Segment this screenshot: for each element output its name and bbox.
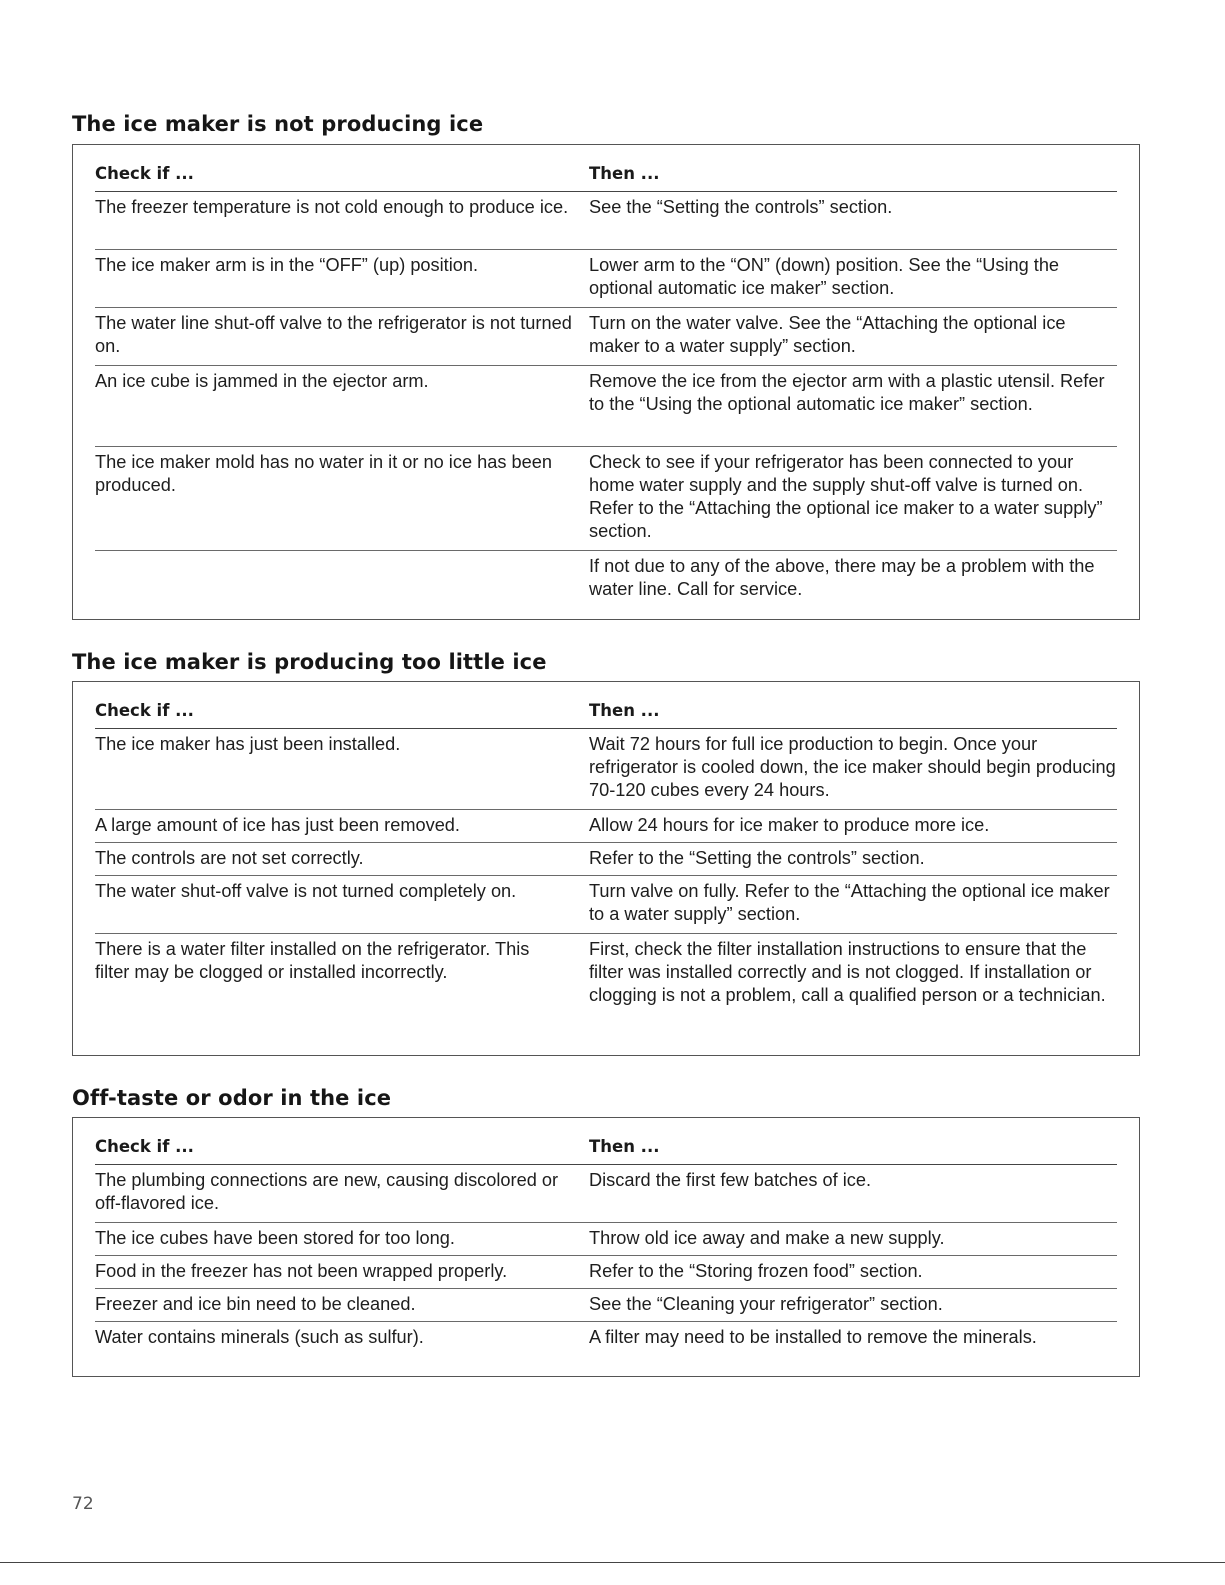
then-cell: Check to see if your refrigerator has been connected to your home water supply and the supply shut-off valve is turned on. Refer to the “Attaching the optional ice maker to a water supply” section.	[589, 452, 1103, 541]
table-row	[95, 551, 1117, 606]
table-row	[95, 250, 1117, 308]
check-cell: The ice maker arm is in the “OFF” (up) position.	[95, 255, 479, 275]
table-row	[95, 843, 1117, 876]
then-header: Then ...	[589, 701, 660, 720]
then-cell: Refer to the “Storing frozen food” section.	[589, 1261, 923, 1281]
table-row	[95, 1256, 1117, 1289]
check-cell: Freezer and ice bin need to be cleaned.	[95, 1294, 416, 1314]
check-cell	[95, 555, 589, 601]
table-row	[95, 192, 1117, 250]
then-header: Then ...	[589, 1137, 660, 1156]
check-cell: The water shut-off valve is not turned completely on.	[95, 881, 517, 901]
table-row	[95, 366, 1117, 447]
table-header	[95, 1130, 1117, 1165]
table-row	[95, 1223, 1117, 1256]
table-row	[95, 810, 1117, 843]
then-cell: Discard the first few batches of ice.	[589, 1170, 872, 1190]
then-cell: See the “Setting the controls” section.	[589, 197, 893, 217]
then-cell: Refer to the “Setting the controls” section.	[589, 848, 925, 868]
table-not-producing	[72, 144, 1140, 620]
check-if-header: Check if ...	[95, 164, 194, 183]
table-off-taste	[72, 1117, 1140, 1377]
then-cell: First, check the filter installation instructions to ensure that the filter was installed correctly and is not clogged. If installation or clogging is not a problem, call a qualified person or a technician.	[589, 939, 1106, 1005]
then-cell: See the “Cleaning your refrigerator” section.	[589, 1294, 943, 1314]
check-cell: The ice maker has just been installed.	[95, 734, 401, 754]
check-cell: Food in the freezer has not been wrapped properly.	[95, 1261, 508, 1281]
check-cell: The freezer temperature is not cold enough to produce ice.	[95, 197, 569, 217]
check-cell: Water contains minerals (such as sulfur).	[95, 1327, 424, 1347]
table-row	[95, 1322, 1117, 1354]
table-row	[95, 1289, 1117, 1322]
then-cell: A filter may need to be installed to remove the minerals.	[589, 1327, 1037, 1347]
check-cell: There is a water filter installed on the refrigerator. This filter may be clogged or installed incorrectly.	[95, 939, 530, 982]
then-cell: Throw old ice away and make a new supply.	[589, 1228, 945, 1248]
check-cell: The ice cubes have been stored for too long.	[95, 1228, 455, 1248]
check-cell: The water line shut-off valve to the refrigerator is not turned on.	[95, 313, 572, 356]
check-cell: An ice cube is jammed in the ejector arm.	[95, 371, 429, 391]
section-title-not-producing: The ice maker is not producing ice	[72, 112, 484, 136]
check-cell: The ice maker mold has no water in it or no ice has been produced.	[95, 452, 552, 495]
table-row	[95, 876, 1117, 934]
table-too-little	[72, 681, 1140, 1056]
page-number: 72	[72, 1494, 94, 1514]
then-cell: Remove the ice from the ejector arm with a plastic utensil. Refer to the “Using the optional automatic ice maker” section.	[589, 371, 1105, 414]
section-title-off-taste: Off-taste or odor in the ice	[72, 1086, 392, 1110]
check-cell: The controls are not set correctly.	[95, 848, 364, 868]
check-cell: A large amount of ice has just been removed.	[95, 815, 460, 835]
section-title-too-little: The ice maker is producing too little ice	[72, 650, 547, 674]
table-row	[95, 934, 1117, 1012]
table-row	[95, 729, 1117, 810]
then-cell: Turn valve on fully. Refer to the “Attaching the optional ice maker to a water supply” section.	[589, 881, 1110, 924]
then-header: Then ...	[589, 164, 660, 183]
then-cell: Wait 72 hours for full ice production to begin. Once your refrigerator is cooled down, the ice maker should begin producing 70-120 cubes every 24 hours.	[589, 734, 1116, 800]
then-cell: Turn on the water valve. See the “Attaching the optional ice maker to a water supply” section.	[589, 313, 1066, 356]
check-if-header: Check if ...	[95, 701, 194, 720]
table-row	[95, 447, 1117, 551]
then-cell: Allow 24 hours for ice maker to produce more ice.	[589, 815, 990, 835]
check-cell: The plumbing connections are new, causing discolored or off-flavored ice.	[95, 1170, 559, 1213]
table-row	[95, 1165, 1117, 1223]
bottom-rule	[0, 1562, 1225, 1563]
table-row	[95, 308, 1117, 366]
check-if-header: Check if ...	[95, 1137, 194, 1156]
then-cell: If not due to any of the above, there may be a problem with the water line. Call for service.	[589, 556, 1095, 599]
table-header	[95, 157, 1117, 192]
table-header	[95, 694, 1117, 729]
then-cell: Lower arm to the “ON” (down) position. See the “Using the optional automatic ice maker” section.	[589, 255, 1060, 298]
